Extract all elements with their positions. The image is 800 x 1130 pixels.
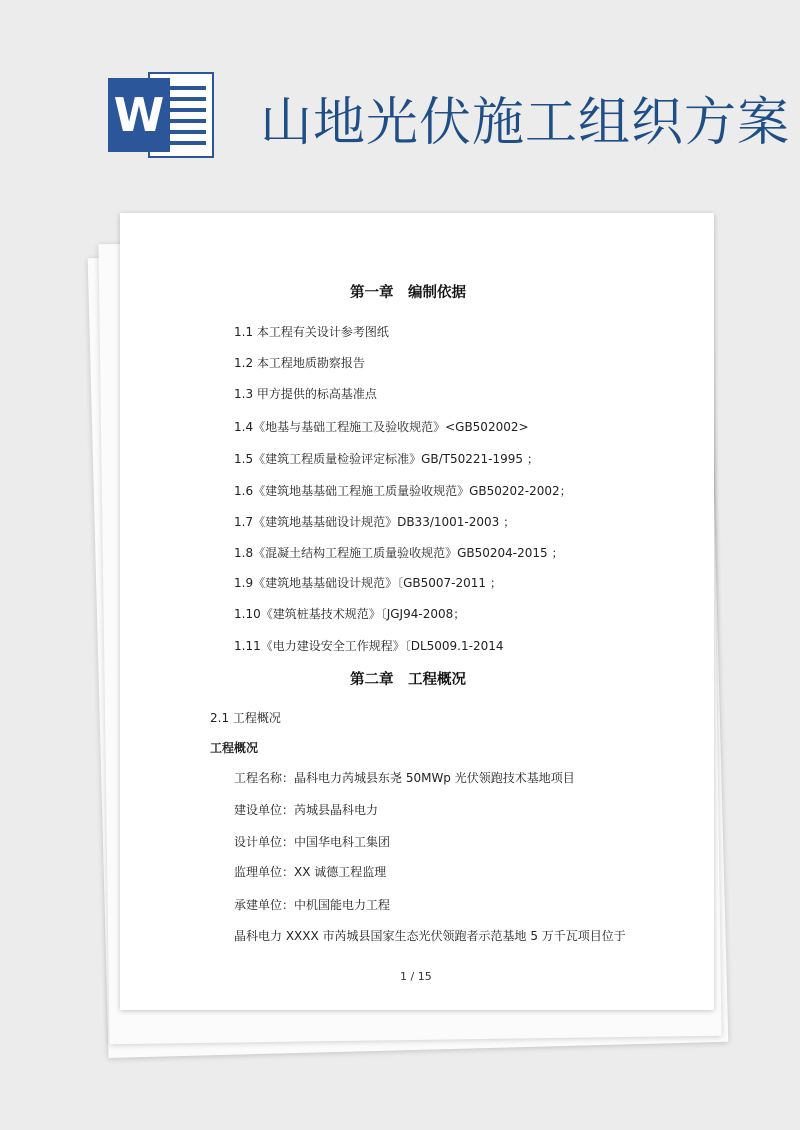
- basis-item: 1.4《地基与基础工程施工及验收规范》<GB502002>: [234, 420, 529, 434]
- overview-heading: 工程概况: [210, 741, 259, 755]
- chapter-1-title: 第一章 编制依据: [350, 285, 466, 301]
- basis-item: 1.1 本工程有关设计参考图纸: [234, 325, 389, 339]
- basis-item: 1.3 甲方提供的标高基准点: [234, 387, 377, 401]
- overview-item: 建设单位：芮城县晶科电力: [234, 803, 379, 817]
- basis-item: 1.7《建筑地基基础设计规范》DB33/1001-2003 ；: [234, 515, 516, 529]
- basis-item: 1.10《建筑桩基技术规范》〔JGJ94-2008；: [234, 607, 466, 621]
- basis-item: 1.5《建筑工程质量检验评定标准》GB/T50221-1995 ；: [234, 452, 539, 466]
- word-document-icon: [108, 72, 216, 158]
- header-banner: [0, 0, 800, 200]
- overview-item: 工程名称：晶科电力芮城县东尧 50MWp 光伏领跑技术基地项目: [234, 771, 575, 785]
- overview-item: 晶科电力 XXXX 市芮城县国家生态光伏领跑者示范基地 5 万千瓦项目位于: [234, 929, 626, 943]
- basis-item: 1.8《混凝土结构工程施工质量验收规范》GB50204-2015 ；: [234, 546, 564, 560]
- basis-item: 1.2 本工程地质勘察报告: [234, 356, 365, 370]
- basis-item: 1.11《电力建设安全工作规程》〔DL5009.1-2014: [234, 639, 504, 653]
- word-icon-letter: W: [108, 78, 170, 152]
- page-number: 1 / 15: [400, 970, 432, 983]
- basis-item: 1.6《建筑地基基础工程施工质量验收规范》GB50202-2002；: [234, 484, 572, 498]
- overview-item: 设计单位：中国华电科工集团: [234, 835, 391, 849]
- section-heading: 2.1 工程概况: [210, 711, 281, 725]
- document-page: [120, 213, 714, 1010]
- page-title: 山地光伏施工组织方案: [260, 93, 791, 153]
- overview-item: 监理单位：XX 诚德工程监理: [234, 865, 387, 879]
- basis-item: 1.9《建筑地基基础设计规范》〔GB5007-2011 ；: [234, 576, 502, 590]
- overview-item: 承建单位：中机国能电力工程: [234, 898, 391, 912]
- chapter-2-title: 第二章 工程概况: [350, 672, 466, 688]
